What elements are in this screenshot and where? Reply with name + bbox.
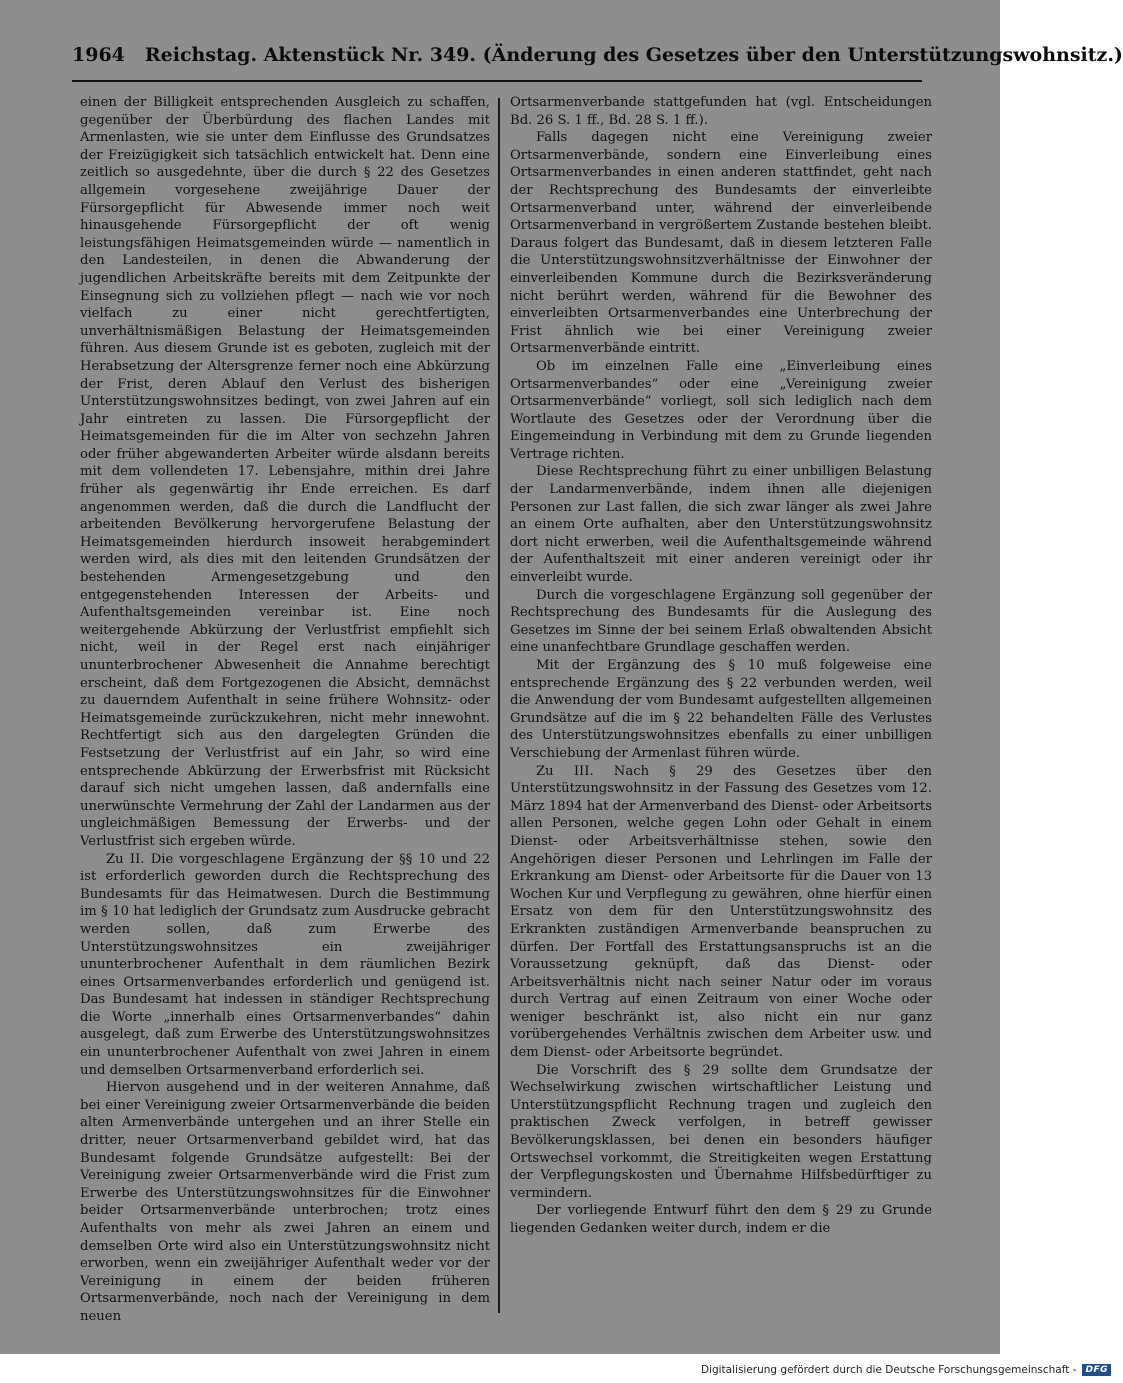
left-paragraph: Hiervon ausgehend und in der weiteren Annahme, daß bei einer Vereinigung zweier Ortsarmenverbände die beiden alten Armenverbände untergehen und an ihrer Stelle ein dritter, neuer Ortsarmenverband gebildet wird, hat das Bundesamt folgende Grundsätze aufgestellt: Bei der Vereinigung zweier Ortsarmenverbände wird die Frist zum Erwerbe des Unterstützungswohnsitzes für die Einwohner beider Ortsarmenverbände unterbrochen; trotz eines Aufenthalts von mehr als zwei Jahren an einem und demselben Orte wird also ein Unterstützungswohnsitz nicht erworben, wenn ein zweijähriger Aufenthalt weder vor der Vereinigung in einem der beiden früheren Ortsarmenverbände, noch nach der Vereinigung in dem neuen [80, 1080, 490, 1324]
right-paragraph: Der vorliegende Entwurf führt den dem § 29 zu Grunde liegenden Gedanken weiter durch, indem er die [510, 1203, 932, 1236]
header-rule [72, 80, 922, 82]
left-column [80, 94, 490, 1324]
column-divider [498, 98, 500, 1313]
right-paragraph: Zu III. Nach § 29 des Gesetzes über den Unterstützungswohnsitz in der Fassung des Gesetzes vom 12. März 1894 hat der Armenverband des Dienst- oder Arbeitsorts allen Personen, welche gegen Lohn oder Gehalt in einem Dienst- oder Arbeitsverhältnisse stehen, sowie den Angehörigen dieser Personen und Lehrlingen im Falle der Erkrankung am Dienst- oder Arbeitsorte für die Dauer von 13 Wochen Kur und Verpflegung zu gewähren, ohne hierfür einen Ersatz von dem für den Unterstützungswohnsitz des Erkrankten zuständigen Armenverbande beanspruchen zu dürfen. Der Fortfall des Erstattungsanspruchs ist an die Voraussetzung geknüpft, daß das Dienst- oder Arbeitsverhältnis nicht nach seiner Natur oder im voraus durch Vertrag auf einen Zeitraum von einer Woche oder weniger beschränkt ist, also nicht ein nur ganz vorübergehendes Verhältnis zwischen dem Arbeiter usw. und dem Dienst- oder Arbeitsorte begründet. [510, 763, 932, 1061]
right-paragraph: Mit der Ergänzung des § 10 muß folgeweise eine entsprechende Ergänzung des § 22 verbunden werden, weil die Anwendung der vom Bundesamt aufgestellten allgemeinen Grundsätze auf die im § 22 behandelten Fälle des Verlustes des Unterstützungswohnsitzes ebenfalls zu einer unbilligen Verschiebung der Armenlast führen würde. [510, 658, 932, 761]
left-paragraph: Zu II. Die vorgeschlagene Ergänzung der §§ 10 und 22 ist erforderlich geworden durch die Rechtsprechung des Bundesamts für das Heimatwesen. Durch die Bestimmung im § 10 hat lediglich der Grundsatz zum Ausdrucke gebracht werden sollen, daß zum Erwerbe des Unterstützungswohnsitzes ein zweijähriger ununterbrochener Aufenthalt in dem räumlichen Bezirk eines Ortsarmenverbandes erforderlich und genügend ist. Das Bundesamt hat indessen in ständiger Rechtsprechung die Worte „innerhalb eines Ortsarmenverbandes“ dahin ausgelegt, daß zum Erwerbe des Unterstützungswohnsitzes ein ununterbrochener Aufenthalt von zwei Jahren in einem und demselben Ortsarmenverband erforderlich sei. [80, 851, 490, 1078]
right-paragraph: Durch die vorgeschlagene Ergänzung soll gegenüber der Rechtsprechung des Bundesamts für die Auslegung des Gesetzes im Sinne der bei seinem Erlaß obwaltenden Absicht eine unanfechtbare Grundlage geschaffen werden. [510, 587, 932, 656]
right-paragraph: Falls dagegen nicht eine Vereinigung zweier Ortsarmenverbände, sondern eine Einverleibung eines Ortsarmenverbandes in einen anderen stattfindet, geht nach der Rechtsprechung des Bundesamts der einverleibte Ortsarmenverband unter, während der einverleibende Ortsarmenverband in vergrößertem Zustande bestehen bleibt. Daraus folgert das Bundesamt, daß in diesem letzteren Falle die Unterstützungswohnsitzverhältnisse der Einwohner der einverleibenden Kommune durch die Bezirksveränderung nicht berührt werden, während für die Bewohner des einverleibten Ortsarmenverbandes eine Unterbrechung der Frist ähnlich wie bei einer Vereinigung zweier Ortsarmenverbände eintritt. [510, 130, 932, 357]
credit-text: Digitalisierung gefördert durch die Deutsche Forschungsgemeinschaft - [700, 1364, 1077, 1376]
right-paragraph: Die Vorschrift des § 29 sollte dem Grundsatze der Wechselwirkung zwischen wirtschaftlicher Leistung und Unterstützungspflicht Rechnung tragen und zugleich den praktischen Zweck verfolgen, in betreff gewisser Bevölkerungsklassen, bei denen ein besonders häufiger Ortswechsel vorkommt, die Streitigkeiten wegen Erstattung der Verpflegungskosten und Übernahme Hilfsbedürftiger zu vermindern. [510, 1062, 932, 1201]
page-header [72, 44, 1123, 80]
digitization-credit [701, 1362, 1111, 1378]
right-paragraph: Ortsarmenverbande stattgefunden hat (vgl. Entscheidungen Bd. 26 S. 1 ff., Bd. 28 S. 1 ff.). [510, 95, 932, 128]
right-paragraph: Diese Rechtsprechung führt zu einer unbilligen Belastung der Landarmenverbände, indem ihnen alle diejenigen Personen zur Last fallen, die sich zwar länger als zwei Jahre an einem Orte aufhalten, aber den Unterstützungswohnsitz dort nicht erwerben, weil die Aufenthaltsgemeinde während der Aufenthaltszeit mit einer anderen vereinigt oder ihr einverleibt wurde. [510, 464, 932, 586]
page-number: 1964 [72, 44, 125, 66]
right-column [510, 94, 932, 1319]
right-paragraph: Ob im einzelnen Falle eine „Einverleibung eines Ortsarmenverbandes“ oder eine „Vereinigung zweier Ortsarmenverbände“ vorliegt, soll sich lediglich nach dem Wortlaute des Gesetzes oder der Verordnung über die Eingemeindung in Verbindung mit dem zu Grunde liegenden Vertrage richten. [510, 358, 932, 462]
dfg-logo: DFG [1082, 1364, 1111, 1376]
running-title: Reichstag. Aktenstück Nr. 349. (Änderung des Gesetzes über den Unterstützungswohnsitz.) [144, 44, 1123, 66]
left-paragraph: einen der Billigkeit entsprechenden Ausgleich zu schaffen, gegenüber der Überbürdung des flachen Landes mit Armenlasten, wie sie unter dem Einflusse des Grundsatzes der Freizügigkeit sich tatsächlich entwickelt hat. Denn eine zeitlich so ausgedehnte, über die durch § 22 des Gesetzes allgemein vorgesehene zweijährige Dauer der Fürsorgepflicht für Abwesende immer noch weit hinausgehende Fürsorgepflicht der oft wenig leistungsfähigen Heimatsgemeinden würde — namentlich in den Landesteilen, in denen die Abwanderung der jugendlichen Arbeitskräfte bereits mit dem Zeitpunkte der Einsegnung sich zu vollziehen pflegt — nach wie vor noch vielfach zu einer nicht gerechtfertigten, unverhältnismäßigen Belastung der Heimatsgemeinden führen. Aus diesem Grunde ist es geboten, zugleich mit der Herabsetzung der Altersgrenze ferner noch eine Abkürzung der Frist, deren Ablauf den Verlust des bisherigen Unterstützungswohnsitzes bedingt, von zwei Jahren auf ein Jahr eintreten zu lassen. Die Fürsorgepflicht der Heimatsgemeinden für die im Alter von sechzehn Jahren oder früher abgewanderten Arbeiter würde alsdann bereits mit dem vollendeten 17. Lebensjahre, mithin drei Jahre früher als gegenwärtig ihr Ende erreichen. Es darf angenommen werden, daß die durch die Landflucht der arbeitenden Bevölkerung hervorgerufene Belastung der Heimatsgemeinden hierdurch insoweit herabgemindert werden wird, als dies mit den leitenden Grundsätzen der bestehenden Armengesetzgebung und den entgegenstehenden Interessen der Arbeits- und Aufenthaltsgemeinden vereinbar ist. Eine noch weitergehende Abkürzung der Verlustfrist empfiehlt sich nicht, weil in der Regel erst nach einjähriger ununterbrochener Abwesenheit die Annahme berechtigt erscheint, daß dem Fortgezogenen die Absicht, demnächst zu dauerndem Aufenthalt in seine frühere Wohnsitz- oder Heimatsgemeinde zurückzukehren, nicht mehr innewohnt. Rechtfertigt sich aus den dargelegten Gründen die Festsetzung der Verlustfrist auf ein Jahr, so wird eine entsprechende Abkürzung der Erwerbsfrist mit Rücksicht darauf sich nicht umgehen lassen, daß andernfalls eine unerwünschte Vermehrung der Zahl der Landarmen aus der ungleichmäßigen Bemessung der Erwerbs- und der Verlustfrist sich ergeben würde. [80, 95, 490, 849]
